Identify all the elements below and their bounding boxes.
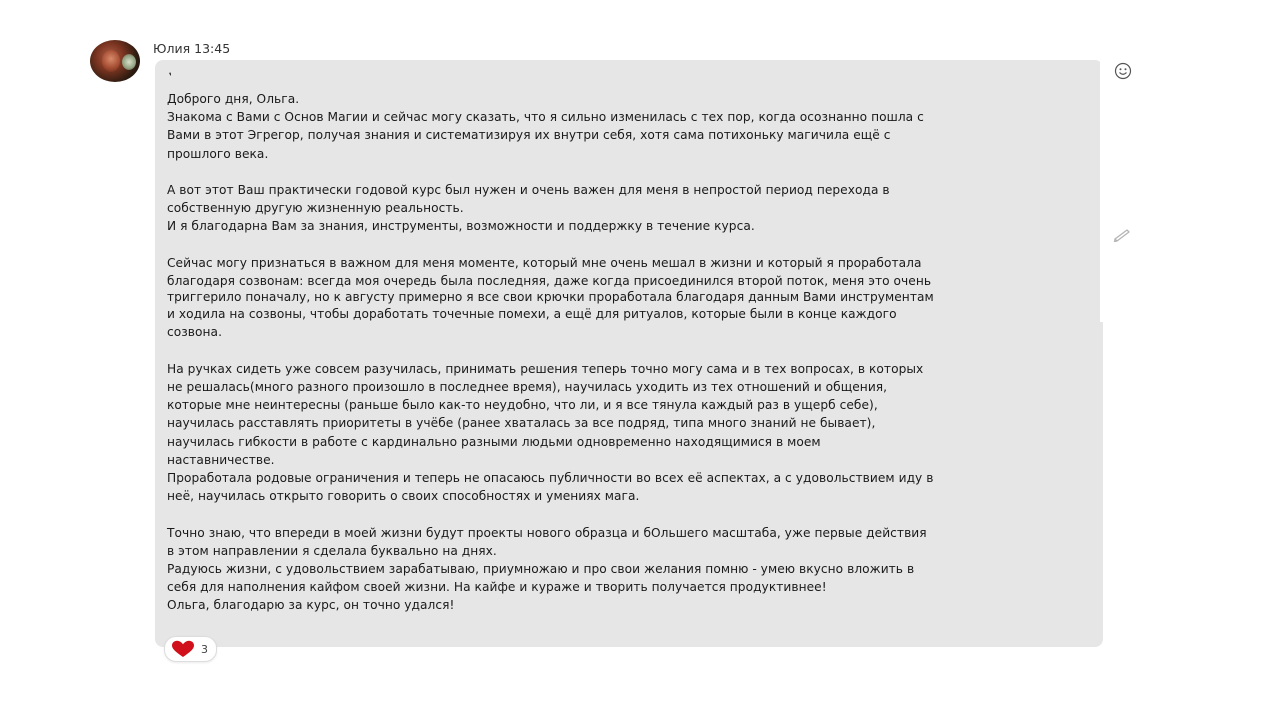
heart-icon — [171, 640, 195, 658]
message-line: в этом направлении я сделала буквально на днях. — [167, 543, 497, 558]
message-line: научилась гибкости в работе с кардинально разными людьми одновременно находящимися в моем — [167, 434, 821, 449]
add-reaction-button[interactable] — [1114, 62, 1132, 80]
paragraph-gap — [167, 342, 1092, 360]
message-line: триггерило поначалу, но к августу примерно я все свои крючки проработала благодаря данным Вами инструментам — [167, 290, 934, 305]
message-line: созвона. — [167, 325, 222, 340]
message-time: 13:45 — [194, 41, 231, 56]
message-header — [153, 41, 234, 56]
message-line: Проработала родовые ограничения и теперь не опасаюсь публичности во всех её аспектах, а с удовольствием иду в — [167, 471, 934, 486]
pencil-icon — [1112, 226, 1132, 242]
message-line: Радуюсь жизни, с удовольствием зарабатываю, приумножаю и про свои желания помню - умею вкусно вложить в — [167, 562, 915, 577]
message-text — [167, 90, 1092, 615]
message-line: наставничестве. — [167, 452, 275, 467]
paragraph-gap — [167, 236, 1092, 254]
reaction-count: 3 — [201, 642, 208, 656]
message-line: Сейчас могу признаться в важном для меня моменте, который мне очень мешал в жизни и который я проработала — [167, 255, 922, 270]
edit-message-button[interactable] — [1112, 226, 1132, 242]
message-line: И я благодарна Вам за знания, инструменты, возможности и поддержку в течение курса. — [167, 219, 755, 234]
smiley-icon — [1114, 62, 1132, 80]
message-line: На ручках сидеть уже совсем разучилась, принимать решения теперь точно могу сама и в тех вопросах, в которых — [167, 361, 924, 376]
reaction-heart[interactable] — [164, 636, 217, 662]
quote-mark: ʼ — [166, 69, 178, 85]
bubble-edge — [1100, 60, 1105, 322]
message-line: которые мне неинтересны (раньше было как-то неудобно, что ли, и я все тянула каждый раз в ущерб себе), — [167, 398, 878, 413]
message-line: Знакома с Вами с Основ Магии и сейчас могу сказать, что я сильно изменилась с тех пор, когда осознанно пошла с — [167, 110, 924, 125]
message-line: собственную другую жизненную реальность. — [167, 201, 464, 216]
message-line: себя для наполнения кайфом своей жизни. На кайфе и кураже и творить получается продуктивнее! — [167, 580, 827, 595]
message-line: Ольга, благодарю за курс, он точно удался! — [167, 598, 455, 613]
avatar-background — [122, 54, 136, 70]
message-line: А вот этот Ваш практически годовой курс был нужен и очень важен для меня в непростой период перехода в — [167, 183, 890, 197]
message-line: Доброго дня, Ольга. — [167, 92, 300, 106]
paragraph-gap — [167, 505, 1092, 523]
author-name[interactable]: Юлия — [153, 41, 191, 56]
message-line: научилась расставлять приоритеты в учёбе (ранее хваталась за все подряд, типа много знаний не бывает), — [167, 416, 876, 431]
message-line: и ходила на созвоны, чтобы доработать точечные помехи, а ещё для ритуалов, которые были в конце каждого — [167, 307, 897, 322]
message-line: Вами в этот Эгрегор, получая знания и систематизируя их внутри себя, хотя сама потихоньку магичила ещё с — [167, 128, 891, 143]
message-line: прошлого века. — [167, 146, 269, 161]
message-line: благодаря созвонам: всегда моя очередь была последняя, даже когда присоединился второй поток, меня это очень — [167, 274, 932, 288]
message-line: не решалась(много разного произошло в последнее время), научилась уходить из тех отношений и общения, — [167, 380, 888, 394]
message-line: Точно знаю, что впереди в моей жизни будут проекты нового образца и бОльшего масштаба, уже первые действия — [167, 525, 927, 540]
message-line: неё, научилась открыто говорить о своих способностях и умениях мага. — [167, 489, 640, 504]
paragraph-gap — [167, 163, 1092, 181]
avatar[interactable] — [90, 40, 140, 82]
avatar-face — [102, 50, 120, 72]
